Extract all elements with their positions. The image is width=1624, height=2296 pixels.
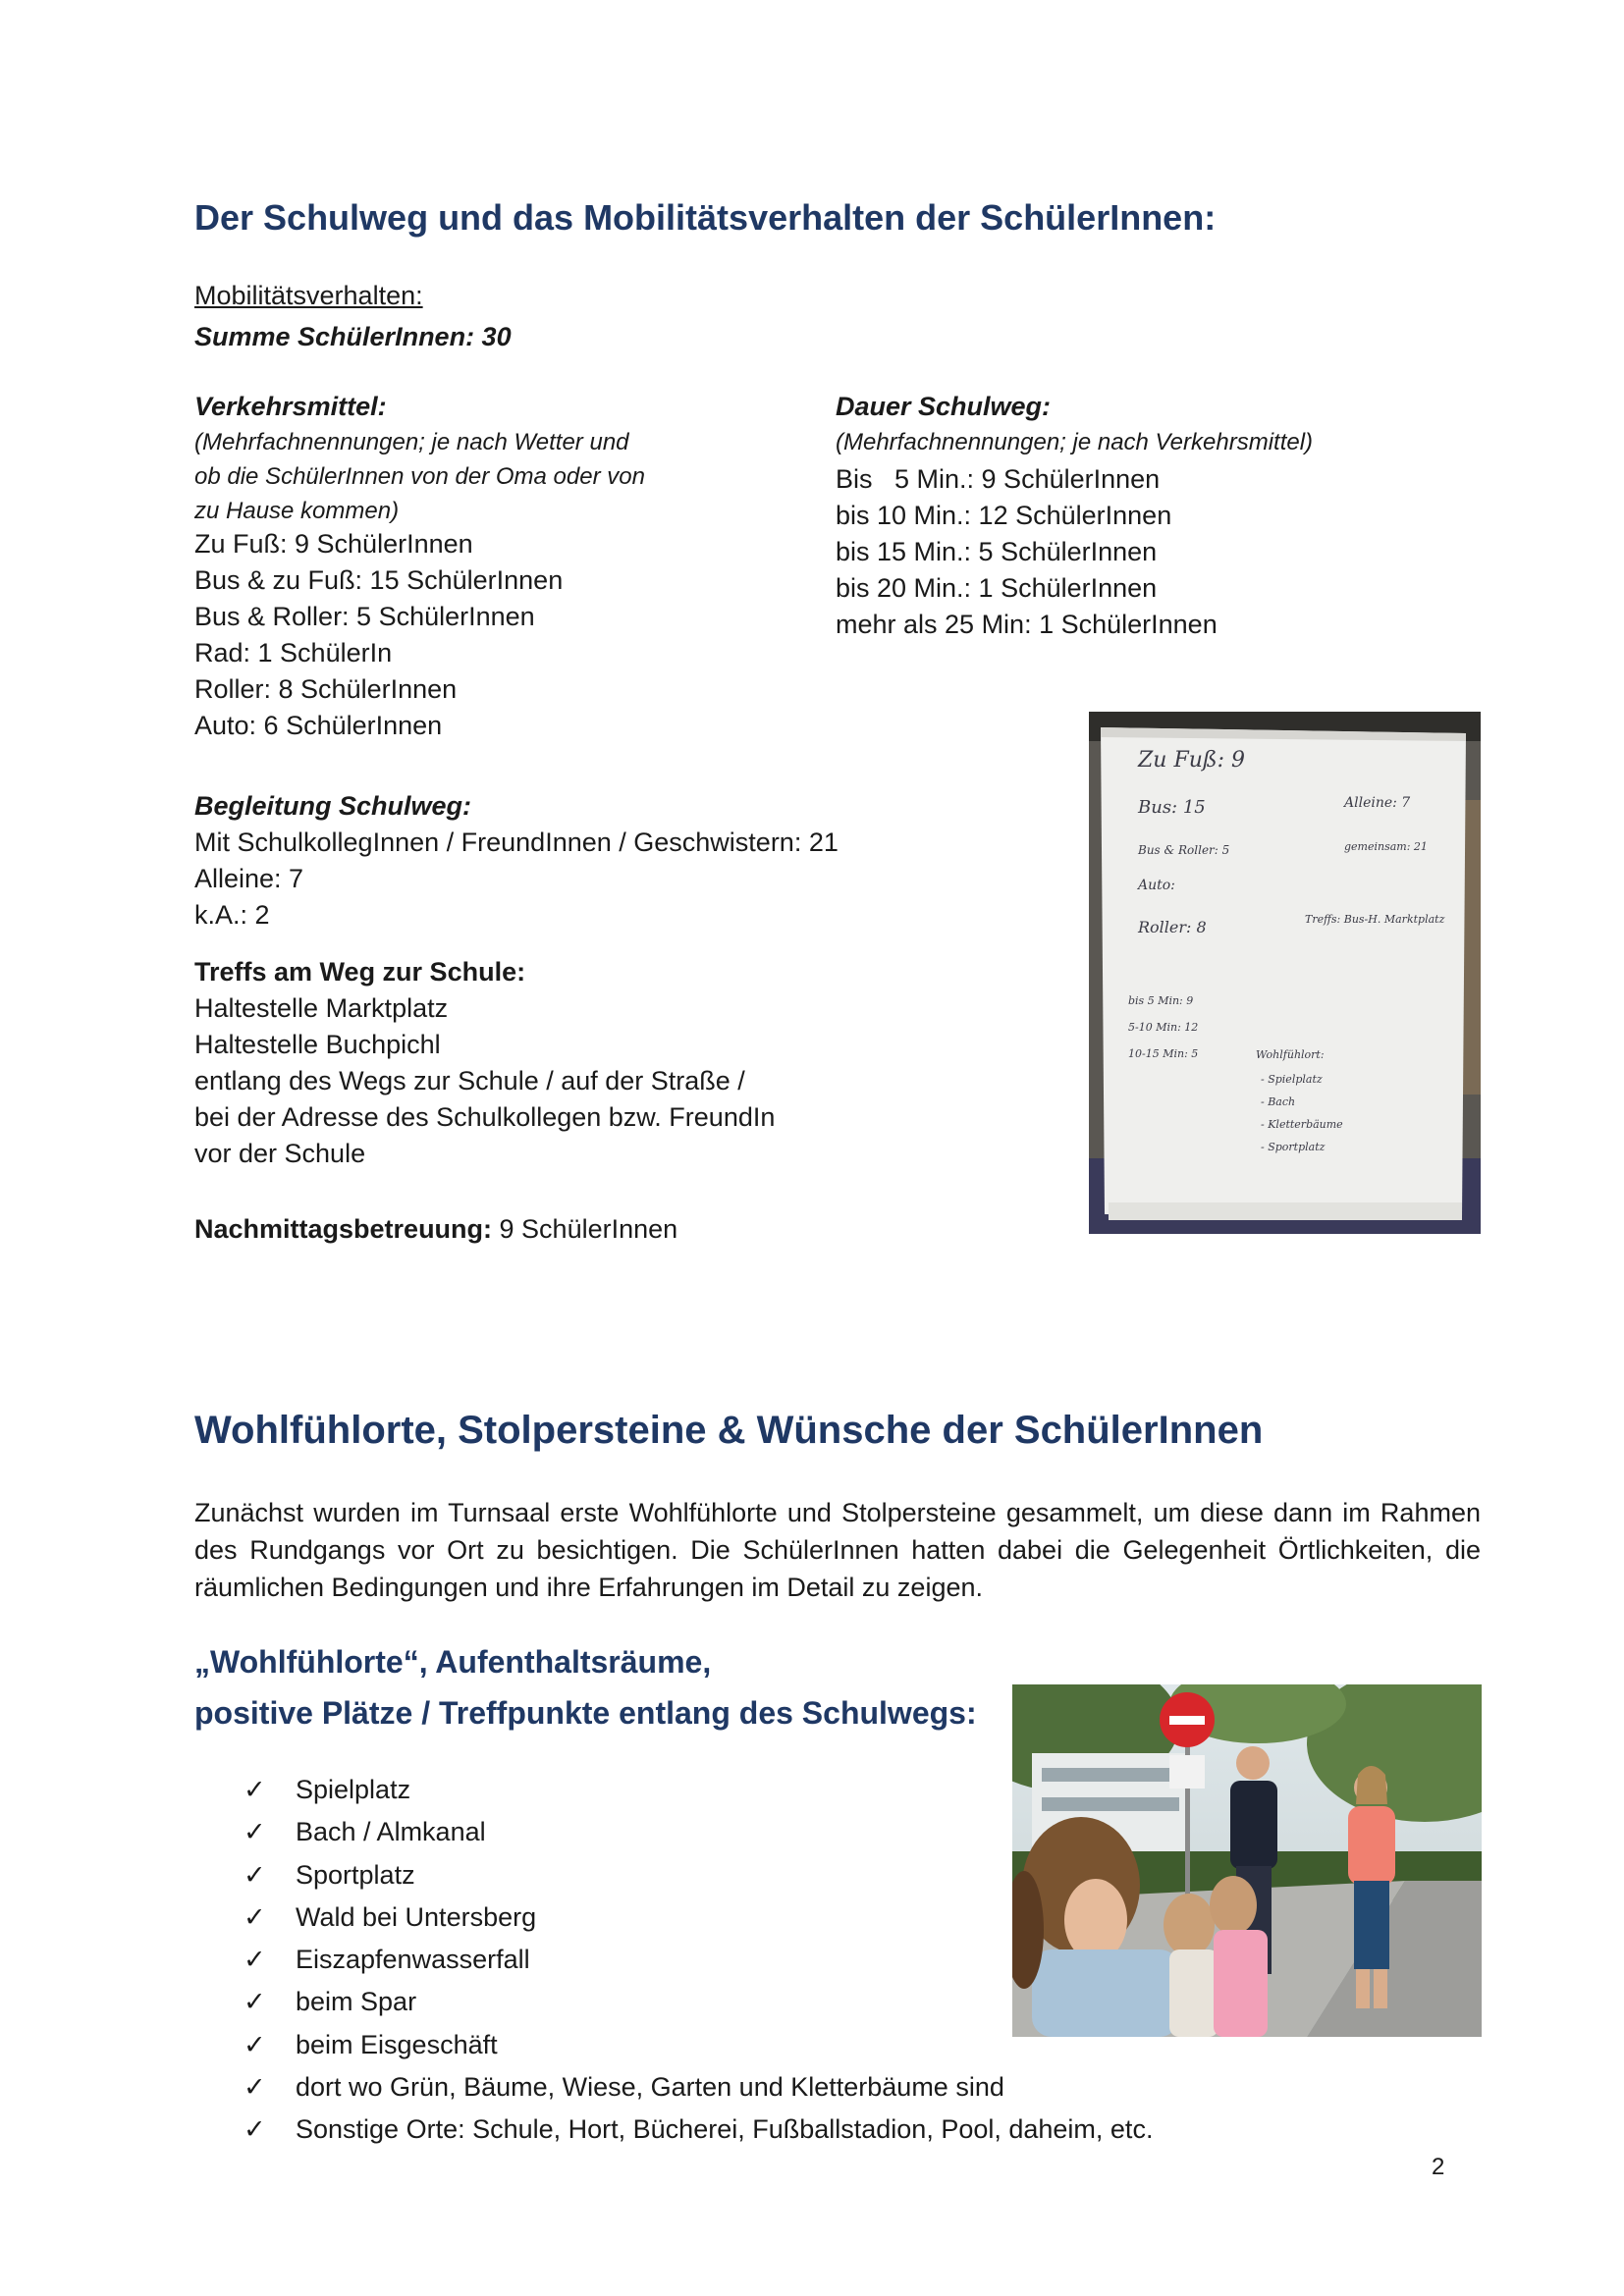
escort-item: Alleine: 7	[194, 864, 304, 893]
place-label: dort wo Grün, Bäume, Wiese, Garten und Kletterbäume sind	[296, 2072, 1004, 2103]
meeting-item: entlang des Wegs zur Schule / auf der Straße /	[194, 1066, 745, 1095]
subheading-line: „Wohlfühlorte“, Aufenthaltsräume,	[194, 1644, 712, 1680]
flipchart-line: - Bach	[1261, 1095, 1296, 1108]
duration-item: bis 10 Min.: 12 SchülerInnen	[836, 501, 1172, 530]
escort-item: Mit SchulkollegInnen / FreundInnen / Geschwistern: 21	[194, 828, 839, 857]
flipchart-line: 10-15 Min: 5	[1128, 1047, 1199, 1060]
subheading-line: positive Plätze / Treffpunkte entlang des Schulwegs:	[194, 1695, 977, 1731]
transport-note-line: (Mehrfachnennungen; je nach Wetter und	[194, 429, 629, 455]
list-item	[244, 1854, 1153, 1896]
list-item	[244, 1896, 1153, 1939]
place-label: Wald bei Untersberg	[296, 1901, 537, 1932]
duration-item: bis 20 Min.: 1 SchülerInnen	[836, 573, 1158, 603]
escort-item: k.A.: 2	[194, 900, 270, 930]
duration-note	[836, 425, 1313, 459]
list-item	[244, 2109, 1153, 2151]
flipchart-line: gemeinsam: 21	[1344, 840, 1428, 853]
transport-note	[194, 425, 645, 528]
place-label: beim Spar	[296, 1987, 417, 2017]
meetings-heading: Treffs am Weg zur Schule:	[194, 957, 526, 987]
duration-item: Bis 5 Min.: 9 SchülerInnen	[836, 464, 1161, 494]
checkmark-icon: ✓	[244, 1859, 266, 1890]
duration-note-line: (Mehrfachnennungen; je nach Verkehrsmittel)	[836, 429, 1314, 455]
transport-item: Bus & Roller: 5 SchülerInnen	[194, 602, 535, 631]
mobility-label: Mobilitätsverhalten:	[194, 281, 423, 310]
escort-list	[194, 825, 839, 934]
place-label: Bach / Almkanal	[296, 1817, 486, 1847]
transport-heading: Verkehrsmittel:	[194, 392, 387, 421]
flipchart-line: Bus & Roller: 5	[1138, 843, 1230, 857]
place-label: Eiszapfenwasserfall	[296, 1945, 530, 1975]
afternoon-value: 9 SchülerInnen	[492, 1214, 678, 1244]
place-label: beim Eisgeschäft	[296, 2029, 498, 2059]
list-item	[244, 1811, 1153, 1853]
meetings-list	[194, 990, 775, 1172]
duration-heading: Dauer Schulweg:	[836, 392, 1052, 421]
flipchart-line: bis 5 Min: 9	[1128, 994, 1194, 1007]
flipchart-line: 5-10 Min: 12	[1128, 1021, 1199, 1034]
checkmark-icon: ✓	[244, 1945, 266, 1975]
checkmark-icon: ✓	[244, 1901, 266, 1932]
place-label: Sportplatz	[296, 1859, 415, 1890]
duration-item: bis 15 Min.: 5 SchülerInnen	[836, 537, 1158, 566]
transport-item: Auto: 6 SchülerInnen	[194, 711, 443, 740]
duration-item: mehr als 25 Min: 1 SchülerInnen	[836, 610, 1218, 639]
transport-item: Roller: 8 SchülerInnen	[194, 674, 458, 704]
flipchart-line: - Sportplatz	[1261, 1141, 1326, 1153]
meeting-item: Haltestelle Marktplatz	[194, 993, 449, 1023]
transport-item: Zu Fuß: 9 SchülerInnen	[194, 529, 473, 559]
afternoon-label: Nachmittagsbetreuung:	[194, 1214, 493, 1244]
transport-item: Bus & zu Fuß: 15 SchülerInnen	[194, 565, 564, 595]
meeting-item: vor der Schule	[194, 1139, 366, 1168]
place-label: Sonstige Orte: Schule, Hort, Bücherei, Fußballstadion, Pool, daheim, etc.	[296, 2114, 1154, 2145]
checkmark-icon: ✓	[244, 2114, 266, 2145]
flipchart-line: Alleine: 7	[1344, 795, 1411, 811]
flipchart-line: Wohlfühlort:	[1256, 1048, 1325, 1061]
transport-item: Rad: 1 SchülerIn	[194, 638, 393, 667]
section-title-wohlfuehlorte: Wohlfühlorte, Stolpersteine & Wünsche der SchülerInnen	[194, 1409, 1264, 1452]
transport-list	[194, 526, 563, 744]
checkmark-icon: ✓	[244, 2072, 266, 2103]
checkmark-icon: ✓	[244, 2029, 266, 2059]
wohlfuehlorte-checklist	[244, 1769, 1153, 2152]
duration-list	[836, 461, 1218, 643]
flipchart-line: Treffs: Bus-H. Marktplatz	[1305, 913, 1445, 926]
flipchart-line: Bus: 15	[1138, 797, 1206, 818]
meeting-item: Haltestelle Buchpichl	[194, 1030, 441, 1059]
flipchart-line: Roller: 8	[1138, 918, 1207, 936]
flipchart-photo	[1089, 712, 1481, 1234]
list-item	[244, 1939, 1153, 1981]
transport-note-line: ob die SchülerInnen von der Oma oder von	[194, 463, 645, 490]
section2-intro: Zunächst wurden im Turnsaal erste Wohlfühlorte und Stolpersteine gesammelt, um diese dann im Rahmen des Rundgangs vor Ort zu besichtigen. Die SchülerInnen hatten dabei die Gelegenheit Örtlichkeiten, die räumlichen Bedingungen und ihre Erfahrungen im Detail zu zeigen.	[194, 1498, 1481, 1602]
afternoon-care	[194, 1211, 677, 1248]
list-item	[244, 2024, 1153, 2066]
list-item	[244, 2066, 1153, 2109]
transport-note-line: zu Hause kommen)	[194, 498, 400, 524]
escort-heading: Begleitung Schulweg:	[194, 791, 472, 821]
meeting-item: bei der Adresse des Schulkollegen bzw. FreundIn	[194, 1102, 776, 1132]
place-label: Spielplatz	[296, 1775, 411, 1804]
list-item	[244, 1981, 1153, 2023]
sum-students: Summe SchülerInnen: 30	[194, 322, 512, 351]
checkmark-icon: ✓	[244, 1817, 266, 1847]
checkmark-icon: ✓	[244, 1987, 266, 2017]
flipchart-line: - Kletterbäume	[1261, 1118, 1343, 1131]
wohlfuehlorte-subheading	[194, 1636, 977, 1738]
page-number: 2	[1432, 2154, 1445, 2180]
flipchart-line: Zu Fuß: 9	[1138, 748, 1245, 773]
checkmark-icon: ✓	[244, 1775, 266, 1804]
list-item	[244, 1769, 1153, 1811]
section-title-schulweg: Der Schulweg und das Mobilitätsverhalten der SchülerInnen:	[194, 197, 1217, 238]
flipchart-line: - Spielplatz	[1261, 1073, 1323, 1086]
flipchart-line: Auto:	[1138, 878, 1175, 893]
